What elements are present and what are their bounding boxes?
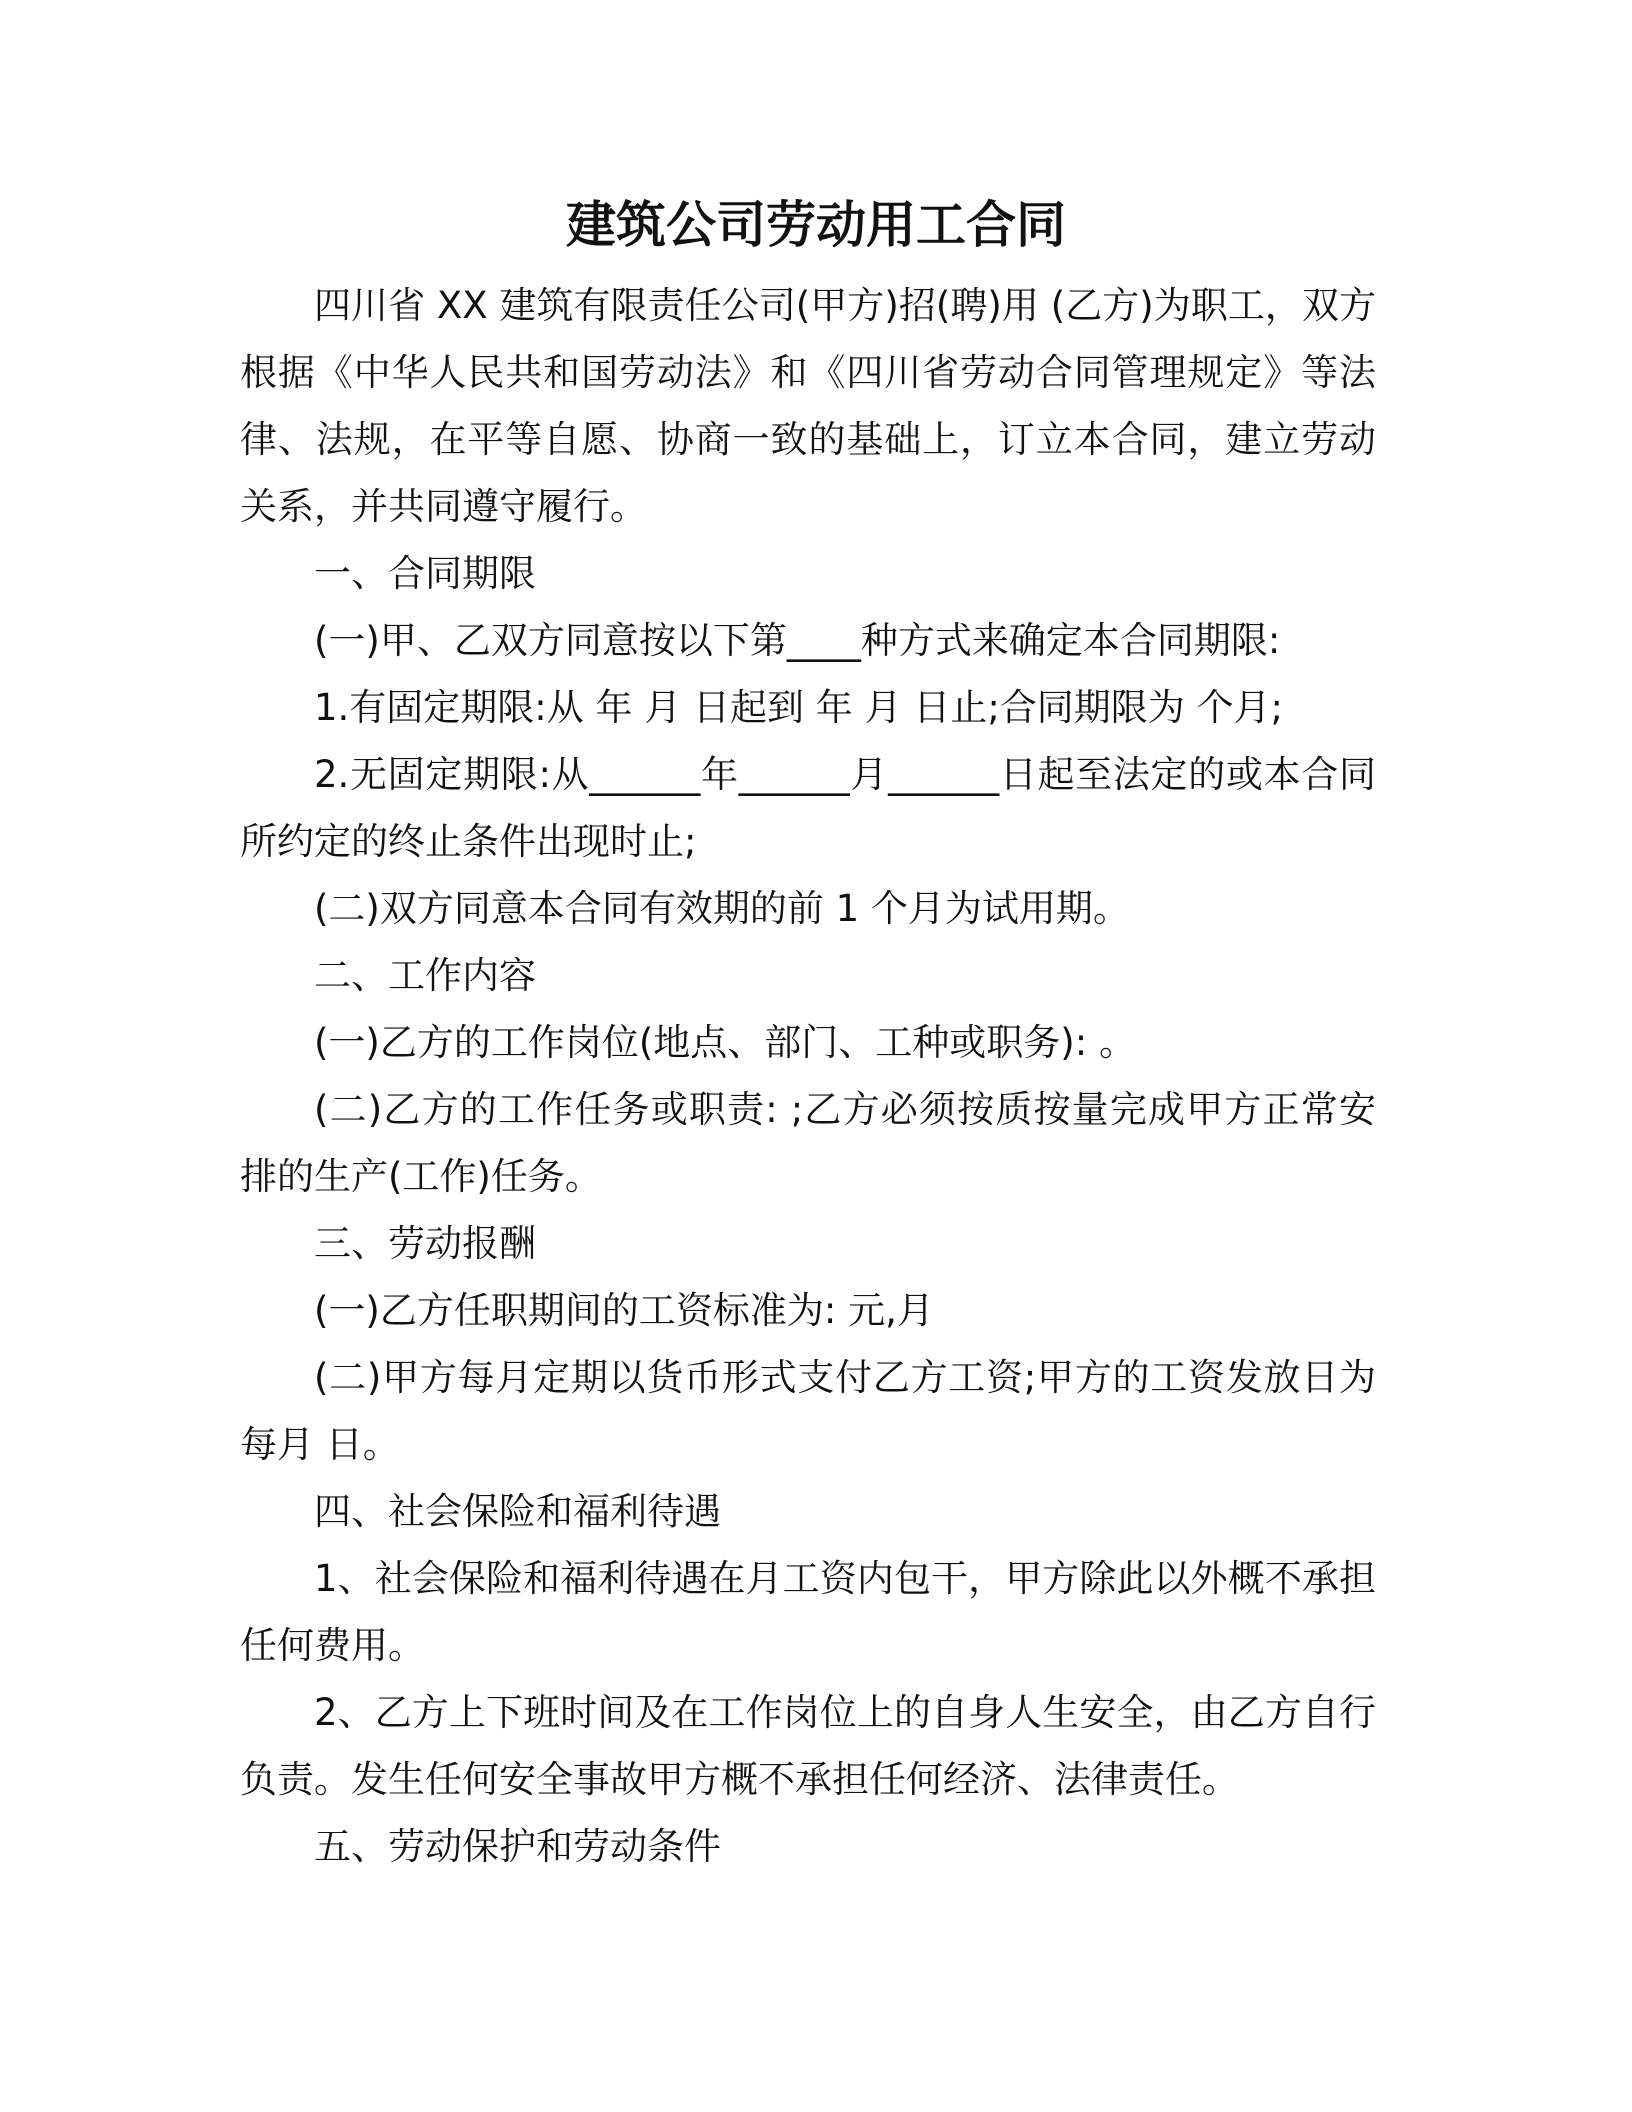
section-heading-protection: 五、劳动保护和劳动条件 (314, 1825, 721, 1868)
clause-probation: (二)双方同意本合同有效期的前 1 个月为试用期。 (314, 887, 1130, 930)
clause-open-term: 2.无固定期限:从______年______月______日起至法定的或本合同所约定的终止条件出现时止; (240, 753, 1376, 863)
clause-work-duties: (二)乙方的工作任务或职责: ;乙方必须按质按量完成甲方正常安排的生产(工作)任务。 (240, 1088, 1376, 1198)
clause-work-position: (一)乙方的工作岗位(地点、部门、工种或职务): 。 (314, 1021, 1136, 1064)
document-title: 建筑公司劳动用工合同 (566, 196, 1066, 254)
clause-fixed-term: 1.有固定期限:从 年 月 日起到 年 月 日止;合同期限为 个月; (314, 686, 1284, 729)
section-heading-insurance: 四、社会保险和福利待遇 (314, 1490, 721, 1533)
clause-pay-standard: (一)乙方任职期间的工资标准为: 元,月 (314, 1289, 934, 1332)
clause-insurance-included: 1、社会保险和福利待遇在月工资内包干，甲方除此以外概不承担任何费用。 (240, 1557, 1376, 1667)
clause-term-method: (一)甲、乙双方同意按以下第____种方式来确定本合同期限: (314, 619, 1281, 662)
contract-body (240, 272, 1376, 1880)
section-heading-pay: 三、劳动报酬 (314, 1222, 536, 1265)
preamble-paragraph: 四川省 XX 建筑有限责任公司(甲方)招(聘)用 (乙方)为职工，双方根据《中华人民共和国劳动法》和《四川省劳动合同管理规定》等法律、法规，在平等自愿、协商一致的基础上，订立本合同，建立劳动关系，并共同遵守履行。 (240, 284, 1376, 528)
clause-pay-date: (二)甲方每月定期以货币形式支付乙方工资;甲方的工资发放日为每月 日。 (240, 1356, 1376, 1466)
clause-personal-safety: 2、乙方上下班时间及在工作岗位上的自身人生安全，由乙方自行负责。发生任何安全事故甲方概不承担任何经济、法律责任。 (240, 1691, 1376, 1801)
section-heading-work: 二、工作内容 (314, 954, 536, 997)
section-heading-term: 一、合同期限 (314, 552, 536, 595)
